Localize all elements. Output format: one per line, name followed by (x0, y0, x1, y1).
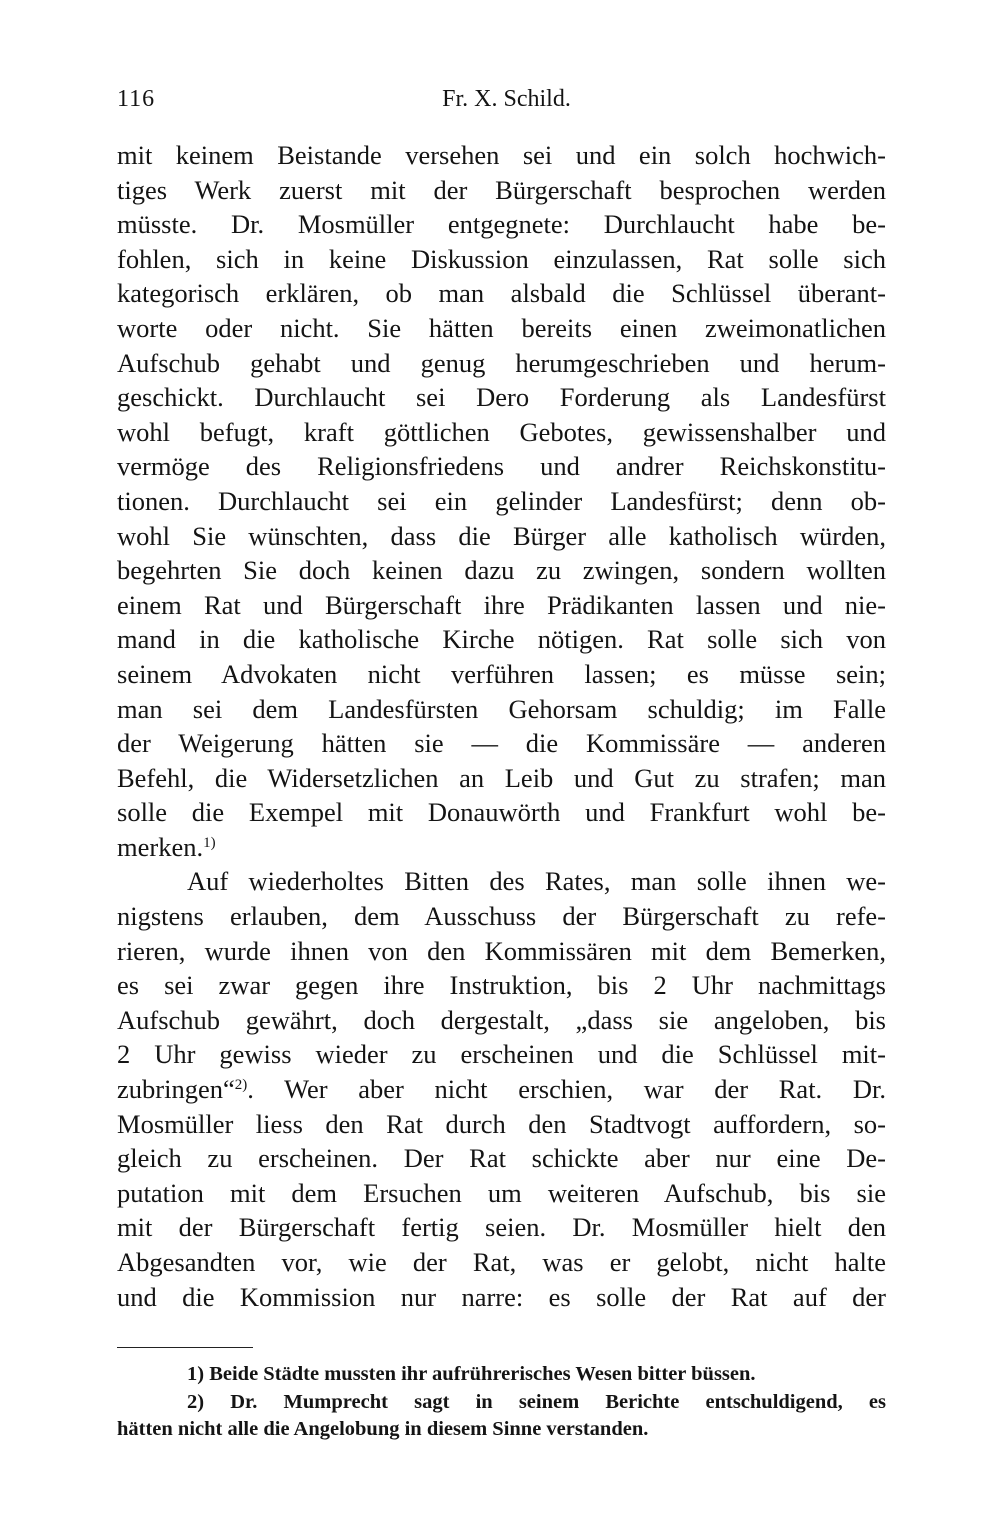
text-line: 2 Uhr gewiss wieder zu erscheinen und die Schlüssel mit- (117, 1039, 886, 1070)
text-line: wohl befugt, kraft göttlichen Gebotes, gewissenshalber und (117, 416, 886, 447)
line-text: zubringen“ (117, 1074, 235, 1105)
text-line: es sei zwar gegen ihre Instruktion, bis 2 Uhr nachmittags (117, 970, 886, 1001)
text-line: rieren, wurde ihnen von den Kommissären mit dem Bemerken, (117, 935, 886, 966)
text-line: Aufschub gehabt und genug herumgeschrieben und herum- (117, 347, 886, 378)
text-line: fohlen, sich in keine Diskussion einzulassen, Rat solle sich (117, 243, 886, 274)
text-line: putation mit dem Ersuchen um weiteren Aufschub, bis sie (117, 1177, 886, 1208)
text-line: kategorisch erklären, ob man alsbald die Schlüssel überant- (117, 278, 886, 309)
text-line: wohl Sie wünschten, dass die Bürger alle katholisch würden, (117, 520, 886, 551)
line-text-continued: . Wer aber nicht erschien, war der Rat. Dr. (247, 1074, 886, 1105)
text-line: gleich zu erscheinen. Der Rat schickte aber nur eine De- (117, 1143, 886, 1174)
text-line-with-footnote-ref (117, 830, 886, 865)
text-line: Aufschub gewährt, doch dergestalt, „dass sie angeloben, bis (117, 1004, 886, 1035)
footnote-2-continued: hätten nicht alle die Angelobung in diesem Sinne verstanden. (117, 1418, 649, 1440)
text-line: müsste. Dr. Mosmüller entgegnete: Durchlaucht habe be- (117, 209, 886, 240)
text-line: Abgesandten vor, wie der Rat, was er gelobt, nicht halte (117, 1247, 886, 1277)
text-line: der Weigerung hätten sie — die Kommissäre — anderen (117, 728, 886, 759)
text-line: Auf wiederholtes Bitten des Rates, man solle ihnen we- (187, 866, 886, 897)
text-line: tiges Werk zuerst mit der Bürgerschaft besprochen werden (117, 174, 886, 205)
footnote-ref-1: 1) (203, 834, 216, 851)
text-line: tionen. Durchlaucht sei ein gelinder Landesfürst; denn ob- (117, 485, 886, 516)
text-line: einem Rat und Bürgerschaft ihre Prädikanten lassen und nie- (117, 589, 886, 620)
text-line: vermöge des Religionsfriedens und andrer Reichskonstitu- (117, 451, 886, 482)
text-line: und die Kommission nur narre: es solle der Rat auf der (117, 1281, 886, 1312)
text-line: nigstens erlauben, dem Ausschuss der Bürgerschaft zu refe- (117, 901, 886, 932)
footnote-2-marker: 2) (187, 1390, 205, 1413)
running-head (117, 86, 886, 116)
text-line: seinem Advokaten nicht verführen lassen; es müsse sein; (117, 658, 886, 689)
text-line: solle die Exempel mit Donauwörth und Frankfurt wohl be- (117, 797, 886, 828)
text-line: mand in die katholische Kirche nötigen. Rat solle sich von (117, 624, 886, 655)
footnote-2-text: Dr. Mumprecht sagt in seinem Berichte entschuldigend, es (230, 1390, 887, 1413)
text-line: mit keinem Beistande versehen sei und ein solch hochwich- (117, 140, 886, 170)
text-line: mit der Bürgerschaft fertig seien. Dr. Mosmüller hielt den (117, 1212, 886, 1243)
footnotes (117, 1361, 886, 1444)
text-line: Befehl, die Widersetzlichen an Leib und Gut zu strafen; man (117, 762, 886, 793)
text-line: begehrten Sie doch keinen dazu zu zwingen, sondern wollten (117, 555, 886, 586)
page-number: 116 (117, 86, 156, 112)
line-text: merken. (117, 831, 204, 862)
text-line: geschickt. Durchlaucht sei Dero Forderung als Landesfürst (117, 382, 886, 413)
text-line-with-footnote-ref (117, 1072, 886, 1107)
footnote-1-text: Beide Städte mussten ihr aufrührerisches Wesen bitter büssen. (209, 1363, 756, 1385)
footnote-1 (117, 1361, 886, 1389)
running-head-author: Fr. X. Schild. (442, 86, 571, 112)
body-text (117, 138, 886, 1314)
footnote-divider (117, 1347, 253, 1348)
footnote-1-marker: 1) (187, 1363, 205, 1385)
text-line: man sei dem Landesfürsten Gehorsam schuldig; im Falle (117, 693, 886, 724)
text-line: worte oder nicht. Sie hätten bereits einen zweimonatlichen (117, 312, 886, 343)
text-line: Mosmüller liess den Rat durch den Stadtvogt auffordern, so- (117, 1108, 886, 1139)
footnote-ref-2: 2) (234, 1077, 248, 1094)
footnote-2 (117, 1389, 886, 1417)
